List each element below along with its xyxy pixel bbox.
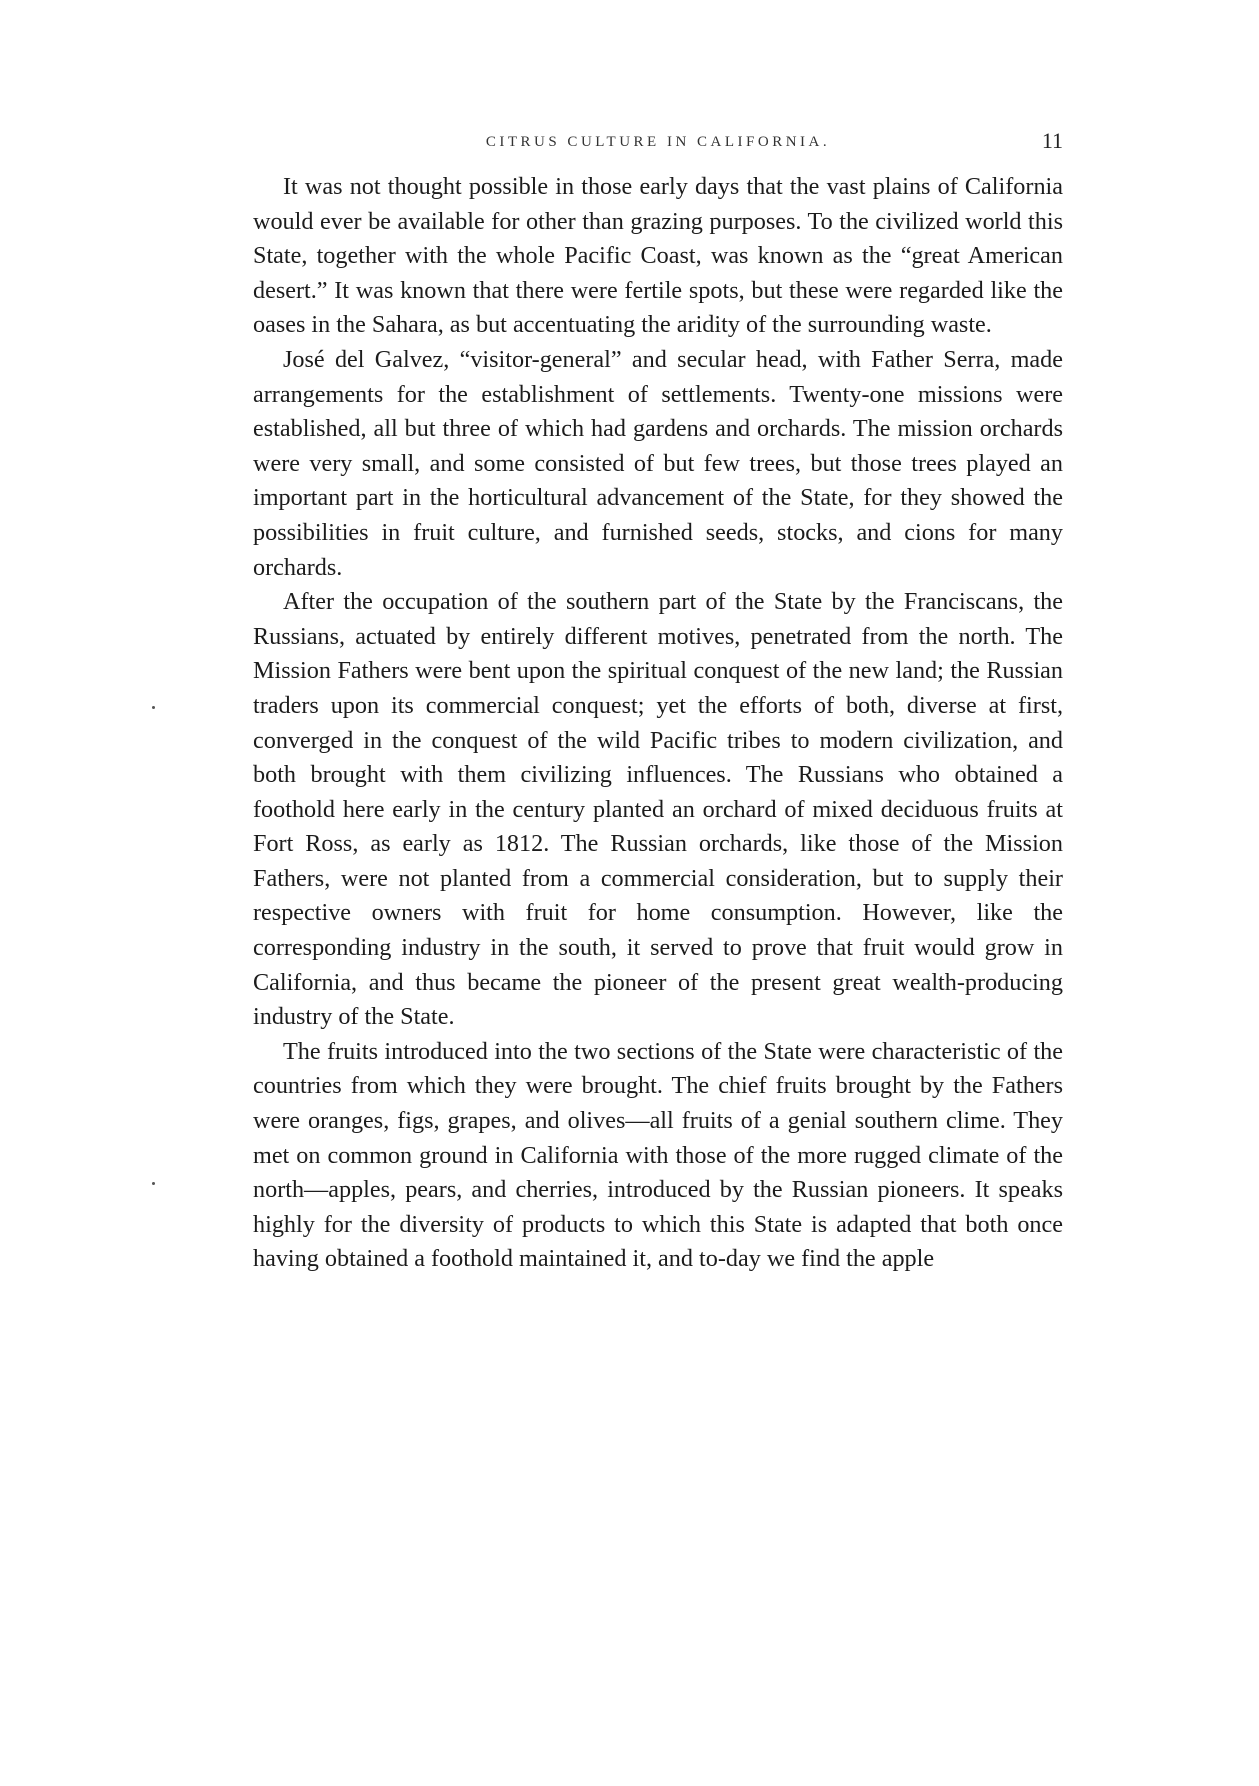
running-title: CITRUS CULTURE IN CALIFORNIA. <box>485 134 831 150</box>
paragraph-2: José del Galvez, “visitor-general” and secular head, with Father Serra, made arrangements for the establishment of settlements. Twenty-one missions were established, all but three of which had gardens and orchards. The mission orchards were very small, and some consisted of but few trees, but those trees played an important part in the horticultural advancement of the State, for they showed the possibilities in fruit culture, and furnished seeds, stocks, and cions for many orchards. <box>253 345 1063 581</box>
paragraph-1: It was not thought possible in those early days that the vast plains of California would ever be available for other than grazing purposes. To the civilized world this State, together with the whole Pacific Coast, was known as the “great American desert.” It was known that there were fertile spots, but these were regarded like the oases in the Sahara, as but accentuating the aridity of the surrounding waste. <box>253 173 1063 339</box>
paragraph-3: After the occupation of the southern part of the State by the Franciscans, the Russians, actuated by entirely different motives, penetrated from the north. The Mission Fathers were bent upon the spiritual conquest of the new land; the Russian traders upon its commercial conquest; yet the efforts of both, diverse at first, converged in the conquest of the wild Pacific tribes to modern civilization, and both brought with them civilizing influences. The Russians who obtained a foothold here early in the century planted an orchard of mixed deciduous fruits at Fort Ross, as early as 1812. The Russian orchards, like those of the Mission Fathers, were not planted from a commercial consideration, but to supply their respective owners with fruit for home consumption. However, like the corresponding industry in the south, it served to prove that fruit would grow in California, and thus became the pioneer of the present great wealth-producing industry of the State. <box>253 588 1063 1031</box>
margin-dot-mark <box>152 706 155 709</box>
paragraph-4: The fruits introduced into the two sections of the State were characteristic of the countries from which they were brought. The chief fruits brought by the Fathers were oranges, figs, grapes, and olives—all fruits of a genial southern clime. They met on common ground in California with those of the more rugged climate of the north—apples, pears, and cherries, introduced by the Russian pioneers. It speaks highly for the diversity of products to which this State is adapted that both once having obtained a foothold maintained it, and to-day we find the apple <box>253 1037 1063 1273</box>
margin-dot-mark <box>152 1182 155 1185</box>
running-head <box>253 128 1063 158</box>
page-number: 11 <box>1041 128 1063 153</box>
body-text <box>253 170 1063 1277</box>
